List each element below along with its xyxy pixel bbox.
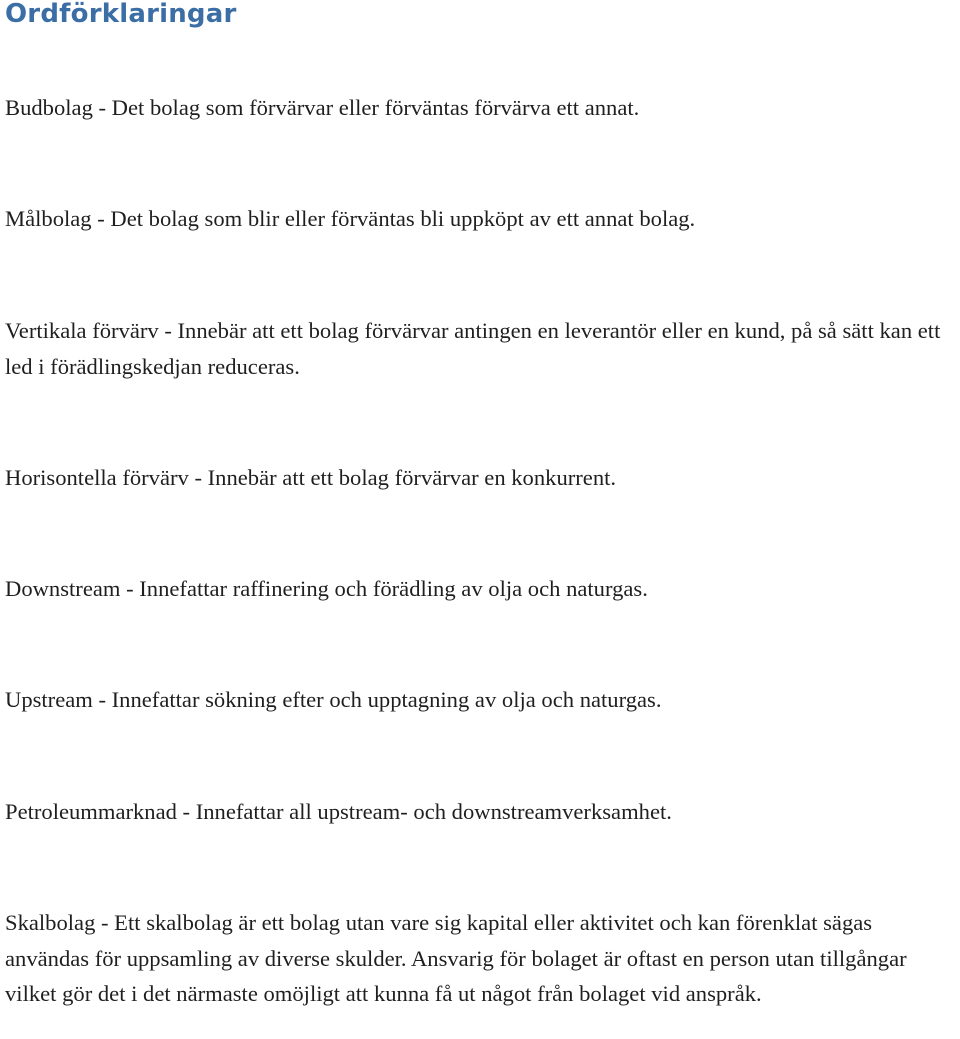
definition-vertikala-forvarv: Vertikala förvärv - Innebär att ett bolag förvärvar antingen en leverantör eller en kund, på så sätt kan ett led i förädlingskedjan reduceras. bbox=[5, 318, 941, 379]
definition-skalbolag: Skalbolag - Ett skalbolag är ett bolag utan vare sig kapital eller aktivitet och kan förenklat sägas användas för uppsamling av diverse skulder. Ansvarig för bolaget är oftast en person utan tillgångar vilket gör det i det närmaste omöjligt att kunna få ut något från bolaget vid anspråk. bbox=[5, 910, 907, 1006]
definition-horisontella-forvarv: Horisontella förvärv - Innebär att ett bolag förvärvar en konkurrent. bbox=[5, 465, 617, 490]
definition-downstream: Downstream - Innefattar raffinering och förädling av olja och naturgas. bbox=[5, 576, 648, 601]
definition-upstream: Upstream - Innefattar sökning efter och upptagning av olja och naturgas. bbox=[5, 687, 662, 712]
definition-budbolag: Budbolag - Det bolag som förvärvar eller förväntas förvärva ett annat. bbox=[5, 95, 640, 120]
definition-petroleummarknad: Petroleummarknad - Innefattar all upstream- och downstreamverksamhet. bbox=[5, 799, 672, 824]
definition-malbolag: Målbolag - Det bolag som blir eller förväntas bli uppköpt av ett annat bolag. bbox=[5, 206, 696, 231]
page-title: Ordförklaringar bbox=[5, 0, 237, 29]
